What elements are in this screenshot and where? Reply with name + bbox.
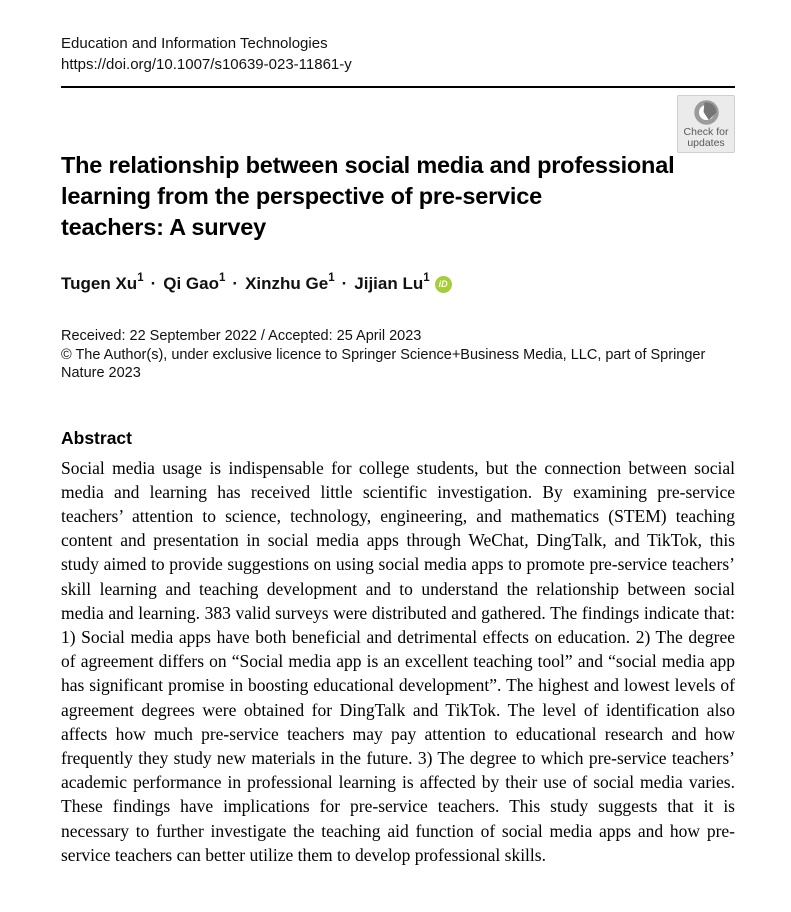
author-name-text: Tugen Xu [61,274,138,293]
received-accepted-line: Received: 22 September 2022 / Accepted: 25 April 2023 [61,328,422,344]
affiliation-mark: 1 [328,272,335,285]
journal-header [61,33,735,75]
article-title-line: learning from the perspective of pre-service [61,183,542,209]
copyright-line: © The Author(s), under exclusive licence to Springer Science+Business Media, LLC, part of Springer Nature 2023 [61,346,706,381]
affiliation-mark: 1 [219,272,226,285]
article-title-line: The relationship between social media and professional [61,152,675,178]
author-name-text: Xinzhu Ge [245,274,329,293]
affiliation-mark: 1 [423,272,430,285]
header-divider [61,86,735,88]
check-badge-line1: Check for [683,126,729,138]
orcid-icon[interactable]: iD [435,276,452,293]
author-name [354,274,429,294]
article-title [61,150,735,243]
affiliation-mark: 1 [137,272,144,285]
check-badge-line2: updates [687,137,725,149]
author-name [61,274,144,294]
article-title-line: teachers: A survey [61,214,266,240]
crossmark-logo-icon [693,99,720,126]
author-name [245,274,335,294]
check-badge-label [684,127,729,149]
author-name-text: Jijian Lu [354,274,424,293]
journal-title: Education and Information Technologies [61,35,328,52]
check-for-updates-badge[interactable] [677,95,735,153]
abstract-section [61,428,735,867]
abstract-heading: Abstract [61,427,132,448]
author-name [163,274,225,294]
author-separator: · [150,274,157,293]
author-name-text: Qi Gao [163,274,219,293]
article-meta [61,327,735,383]
author-separator: · [341,274,348,293]
author-list [61,274,735,294]
abstract-text: Social media usage is indispensable for college students, but the connection between social media and learning has received little scientific investigation. By examining pre-service teachers’ attention to science, technology, engineering, and mathematics (STEM) teaching content and presentation in social media apps through WeChat, DingTalk, and TikTok, this study aimed to provide suggestions on using social media apps to promote pre-service teachers’ skill learning and teaching development and to understand the relationship between social media and learning. 383 valid surveys were distributed and gathered. The findings indicate that: 1) Social media apps have both beneficial and detrimental effects on education. 2) The degree of agreement differs on “Social media app is an excellent teaching tool” and “social media app has significant promise in boosting educational development”. The highest and lowest levels of agreement degrees were obtained for DingTalk and TikTok. The level of identification also affects how much pre-service teachers may pay attention to educational research and how frequently they study new materials in the future. 3) The degree to which pre-service teachers’ academic performance in professional learning is affected by their use of social media varies. These findings have implications for pre-service teachers. This study suggests that it is necessary to further investigate the teaching aid function of social media apps and how pre-service teachers can better utilize them to develop professional skills. [61,457,735,865]
doi-link[interactable]: https://doi.org/10.1007/s10639-023-11861-y [61,56,352,73]
author-separator: · [232,274,239,293]
